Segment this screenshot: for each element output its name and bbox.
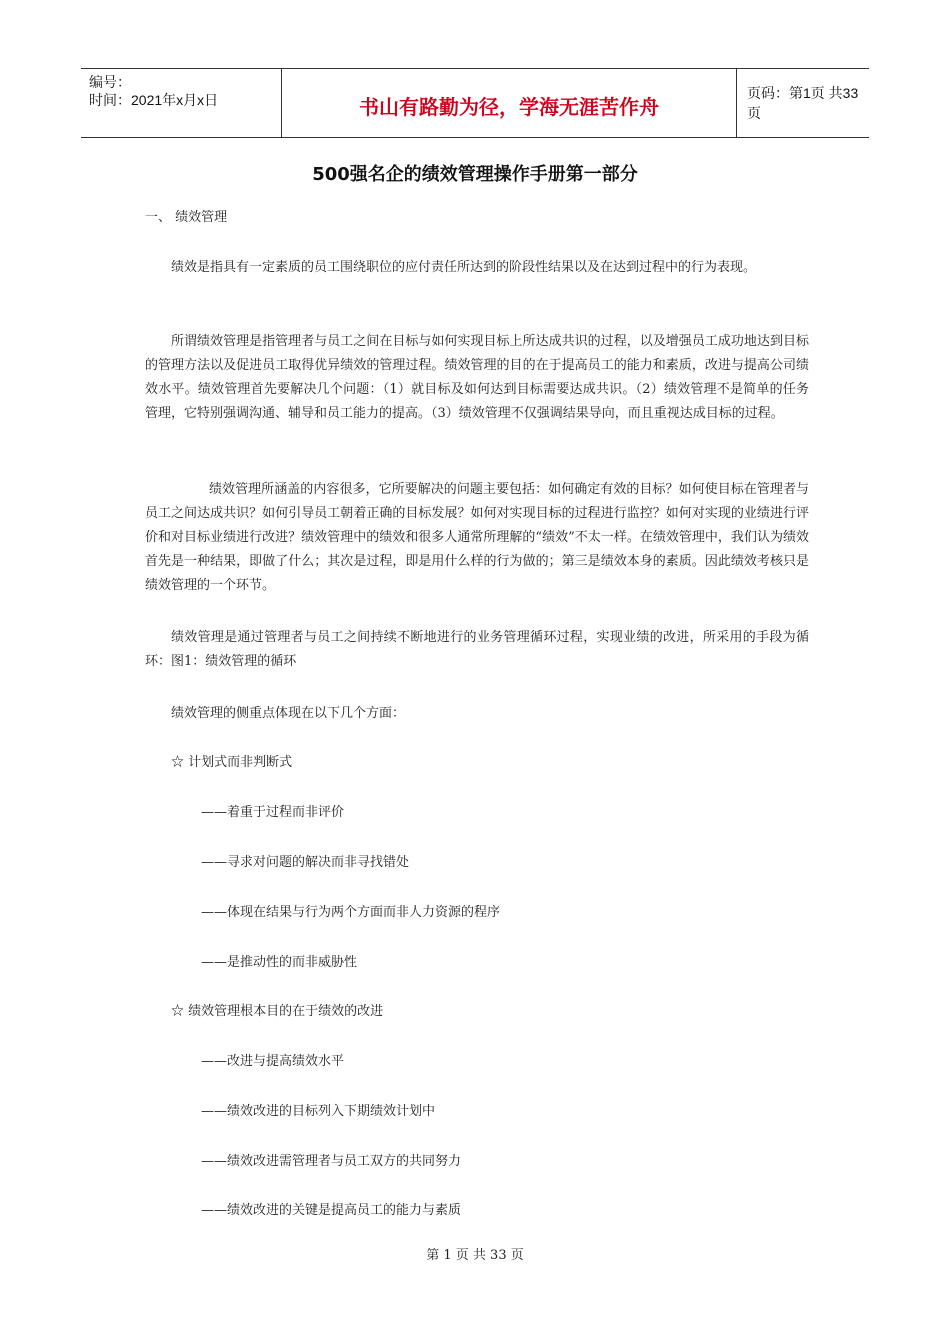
document-title: 500强名企的绩效管理操作手册第一部分 [312,164,638,185]
point-2-item: ——改进与提高绩效水平 [201,1054,345,1069]
point-2-item: ——绩效改进的关键是提高员工的能力与素质 [201,1203,462,1218]
header-motto: 书山有路勤为径，学海无涯苦作舟 [282,69,737,137]
header-page-info: 页码：第1页 共33页 [747,85,859,121]
point-2-item: ——绩效改进需管理者与员工双方的共同努力 [201,1154,462,1169]
point-2-heading: ☆ 绩效管理根本目的在于绩效的改进 [171,1004,384,1019]
header-meta [81,69,282,137]
page-header [81,68,869,138]
paragraph-1: 绩效是指具有一定素质的员工围绕职位的应付责任所达到的阶段性结果以及在达到过程中的行为表现。 [171,260,757,275]
point-2-item: ——绩效改进的目标列入下期绩效计划中 [201,1104,436,1119]
point-1-item: ——着重于过程而非评价 [201,805,345,820]
point-1-heading: ☆ 计划式而非判断式 [171,755,293,770]
section-heading: 一、 绩效管理 [145,210,228,225]
paragraph-4: 绩效管理是通过管理者与员工之间持续不断地进行的业务管理循环过程，实现业绩的改进，所采用的手段为循环：图1：绩效管理的循环 [145,630,809,669]
paragraph-2: 所谓绩效管理是指管理者与员工之间在目标与如何实现目标上所达成共识的过程，以及增强员工成功地达到目标的管理方法以及促进员工取得优异绩效的管理过程。绩效管理的目的在于提高员工的能力和素质，改进与提高公司绩效水平。绩效管理首先要解决几个问题：（1）就目标及如何达到目标需要达成共识。（2）绩效管理不是简单的任务管理，它特别强调沟通、辅导和员工能力的提高。（3）绩效管理不仅强调结果导向，而且重视达成目标的过程。 [145,334,809,421]
point-1-item: ——体现在结果与行为两个方面而非人力资源的程序 [201,905,501,920]
time-label: 时间：2021年x月x日 [89,92,219,108]
point-1-item: ——寻求对问题的解决而非寻找错处 [201,855,410,870]
number-label: 编号： [89,74,131,90]
paragraph-5: 绩效管理的侧重点体现在以下几个方面： [171,706,406,721]
page-footer: 第 1 页 共 33 页 [426,1248,524,1263]
point-1-item: ——是推动性的而非威胁性 [201,955,358,970]
paragraph-3: 绩效管理所涵盖的内容很多，它所要解决的问题主要包括：如何确定有效的目标？如何使目标在管理者与员工之间达成共识？如何引导员工朝着正确的目标发展？如何对实现目标的过程进行监控？如何对实现的业绩进行评价和对目标业绩进行改进？绩效管理中的绩效和很多人通常所理解的“绩效”不太一样。在绩效管理中，我们认为绩效首先是一种结果，即做了什么；其次是过程，即是用什么样的行为做的；第三是绩效本身的素质。因此绩效考核只是绩效管理的一个环节。 [145,482,809,593]
